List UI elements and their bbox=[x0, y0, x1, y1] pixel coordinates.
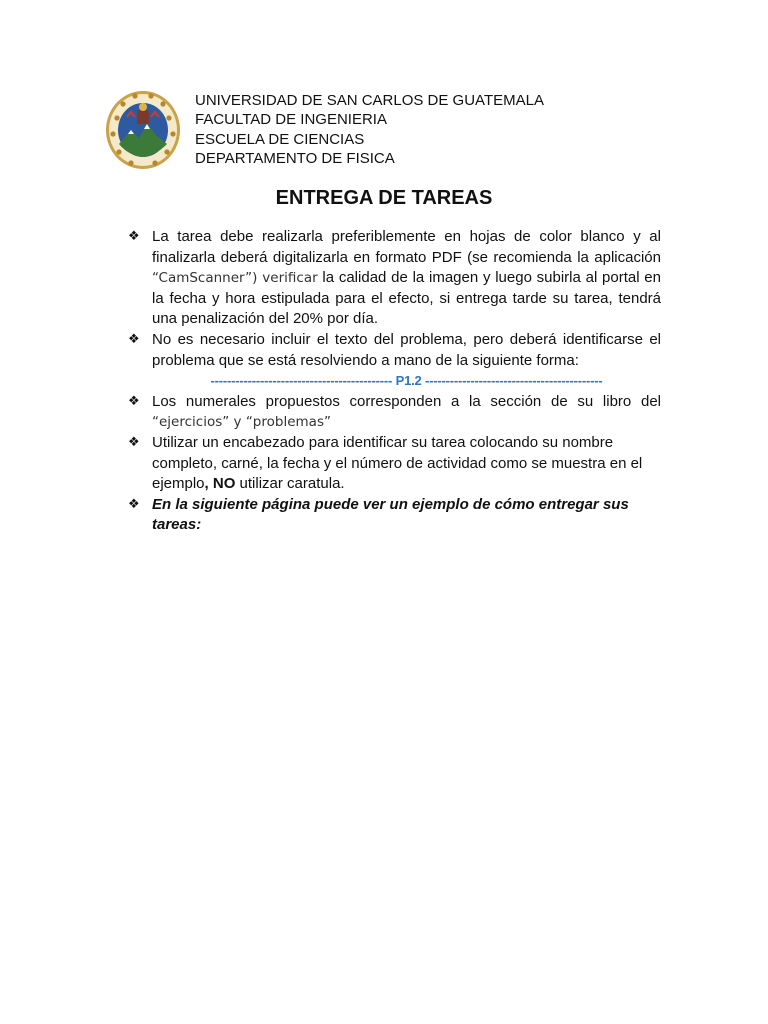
list-item bbox=[128, 495, 661, 536]
header-line-school: ESCUELA DE CIENCIAS bbox=[195, 130, 365, 148]
list-item bbox=[128, 392, 661, 433]
list-item bbox=[128, 227, 661, 330]
diamond-bullet-icon: ❖ bbox=[128, 229, 140, 244]
item-text: la calidad de la imagen y luego subirla al portal en la fecha y hora estipulada para el efecto, si entrega tarde su tarea, tendrá una penalización del 20% por día. bbox=[152, 269, 661, 328]
diamond-bullet-icon: ❖ bbox=[128, 496, 140, 512]
exercise-types-text: “ejercicios” y “problemas” bbox=[152, 414, 331, 431]
diamond-bullet-icon: ❖ bbox=[128, 434, 140, 450]
item-text: No es necesario incluir el texto del problema, pero deberá identificarse el problema que se está resolviendo a mano de la siguiente forma: bbox=[152, 330, 661, 369]
app-name-text: “CamScanner”) verificar bbox=[152, 270, 318, 287]
header-line-university: UNIVERSIDAD DE SAN CARLOS DE GUATEMALA bbox=[195, 92, 544, 109]
item-text: Utilizar un encabezado para identificar su tarea colocando su nombre completo, carné, la fecha y el número de actividad como se muestra en el ejemplo bbox=[152, 433, 643, 493]
problem-label-divider: -------------------------------------------- P1.2 ------------------------------------------- bbox=[210, 373, 603, 389]
example-note: En la siguiente página puede ver un ejemplo de cómo entregar sus tareas: bbox=[152, 495, 629, 534]
item-text: La tarea debe realizarla preferiblemente en hojas de color blanco y al finalizarla deberá digitalizarla en formato PDF (se recomienda la aplicación bbox=[152, 228, 661, 266]
list-item bbox=[128, 330, 661, 371]
university-seal bbox=[105, 90, 181, 170]
diamond-bullet-icon: ❖ bbox=[128, 393, 140, 409]
header-line-department: DEPARTAMENTO DE FISICA bbox=[195, 149, 395, 167]
page-title: ENTREGA DE TAREAS bbox=[275, 187, 493, 209]
header-line-faculty: FACULTAD DE INGENIERIA bbox=[195, 111, 387, 129]
institution-header bbox=[195, 91, 544, 168]
item-text: utilizar caratula. bbox=[235, 475, 345, 493]
diamond-bullet-icon: ❖ bbox=[128, 331, 140, 347]
instructions-list bbox=[128, 227, 661, 536]
emphasis-no: , NO bbox=[204, 475, 236, 493]
item-text: Los numerales propuestos corresponden a la sección de su libro del bbox=[152, 392, 661, 410]
list-item bbox=[128, 433, 661, 495]
